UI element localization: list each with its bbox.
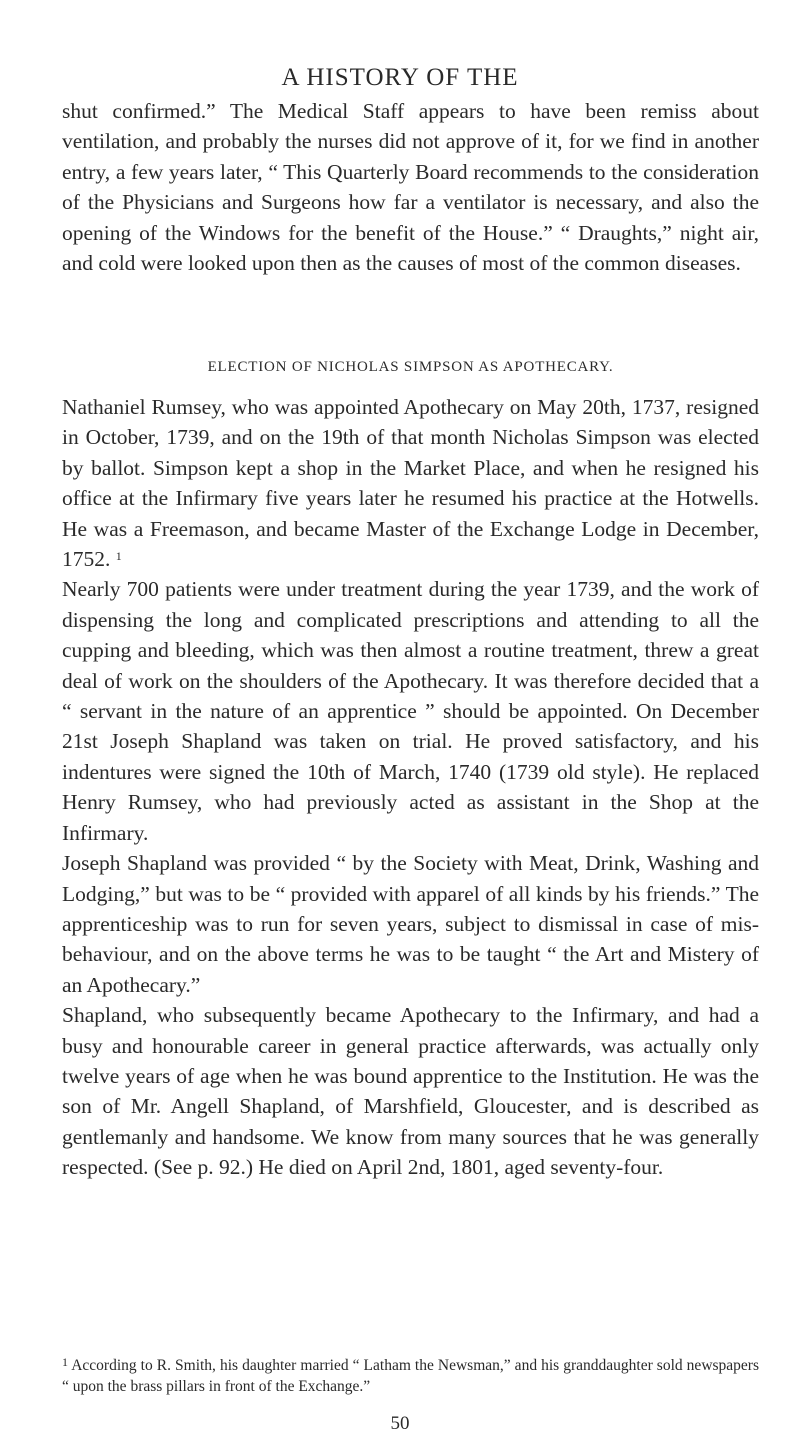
- footnote-text: According to R. Smith, his daughter married “ Latham the Newsman,” and his granddaughter sold newspapers “ upon the brass pillars in front of the Exchange.”: [62, 1357, 759, 1395]
- footnote: [62, 1355, 759, 1397]
- footnote-marker: 1: [62, 1355, 68, 1369]
- running-head: A HISTORY OF THE: [281, 64, 519, 91]
- section-body: [62, 392, 759, 1183]
- paragraph: shut confirmed.” The Medical Staff appears to have been remiss about ventilation, and probably the nurses did not approve of it, for we find in another entry, a few years later, “ This Quarterly Board recommends to the consideration of the Physicians and Surgeons how far a ventilator is necessary, and also the opening of the Windows for the benefit of the House.” “ Draughts,” night air, and cold were looked upon then as the causes of most of the common diseases.: [62, 99, 759, 276]
- paragraph: [62, 392, 759, 574]
- opening-paragraph-block: [62, 96, 759, 278]
- paragraph: Nearly 700 patients were under treatment during the year 1739, and the work of dispensing the long and complicated prescriptions and attending to all the cupping and bleeding, which was then almost a routine treatment, threw a great deal of work on the shoulders of the Apothecary. It was therefore decided that a “ servant in the nature of an apprentice ” should be appointed. On December 21st Joseph Shapland was taken on trial. He proved satisfactory, and his indentures were signed the 10th of March, 1740 (1739 old style). He replaced Henry Rumsey, who had previously acted as assistant in the Shop at the Infirmary.: [62, 577, 759, 845]
- footnote-reference: 1: [115, 549, 122, 564]
- paragraph: Shapland, who subsequently became Apothecary to the Infirmary, and had a busy and honourable career in general practice afterwards, was actually only twelve years of age when he was bound apprentice to the Institution. He was the son of Mr. Angell Shapland, of Marshfield, Gloucester, and is described as gentlemanly and handsome. We know from many sources that he was generally respected. (See p. 92.) He died on April 2nd, 1801, aged seventy-four.: [62, 1003, 759, 1180]
- page-number: 50: [390, 1413, 410, 1434]
- paragraph: Joseph Shapland was provided “ by the Society with Meat, Drink, Washing and Lodging,” but was to be “ provided with apparel of all kinds by his friends.” The apprenticeship was to run for seven years, subject to dismissal in case of mis-behaviour, and on the above terms he was to be taught “ the Art and Mistery of an Apothecary.”: [62, 851, 759, 997]
- section-heading: ELECTION OF NICHOLAS SIMPSON AS APOTHECARY.: [207, 359, 614, 375]
- paragraph-text: Nathaniel Rumsey, who was appointed Apothecary on May 20th, 1737, resigned in October, 1739, and on the 19th of that month Nicholas Simpson was elected by ballot. Simpson kept a shop in the Market Place, and when he resigned his office at the Infirmary five years later he resumed his practice at the Hotwells. He was a Freemason, and became Master of the Exchange Lodge in December, 1752.: [62, 395, 759, 572]
